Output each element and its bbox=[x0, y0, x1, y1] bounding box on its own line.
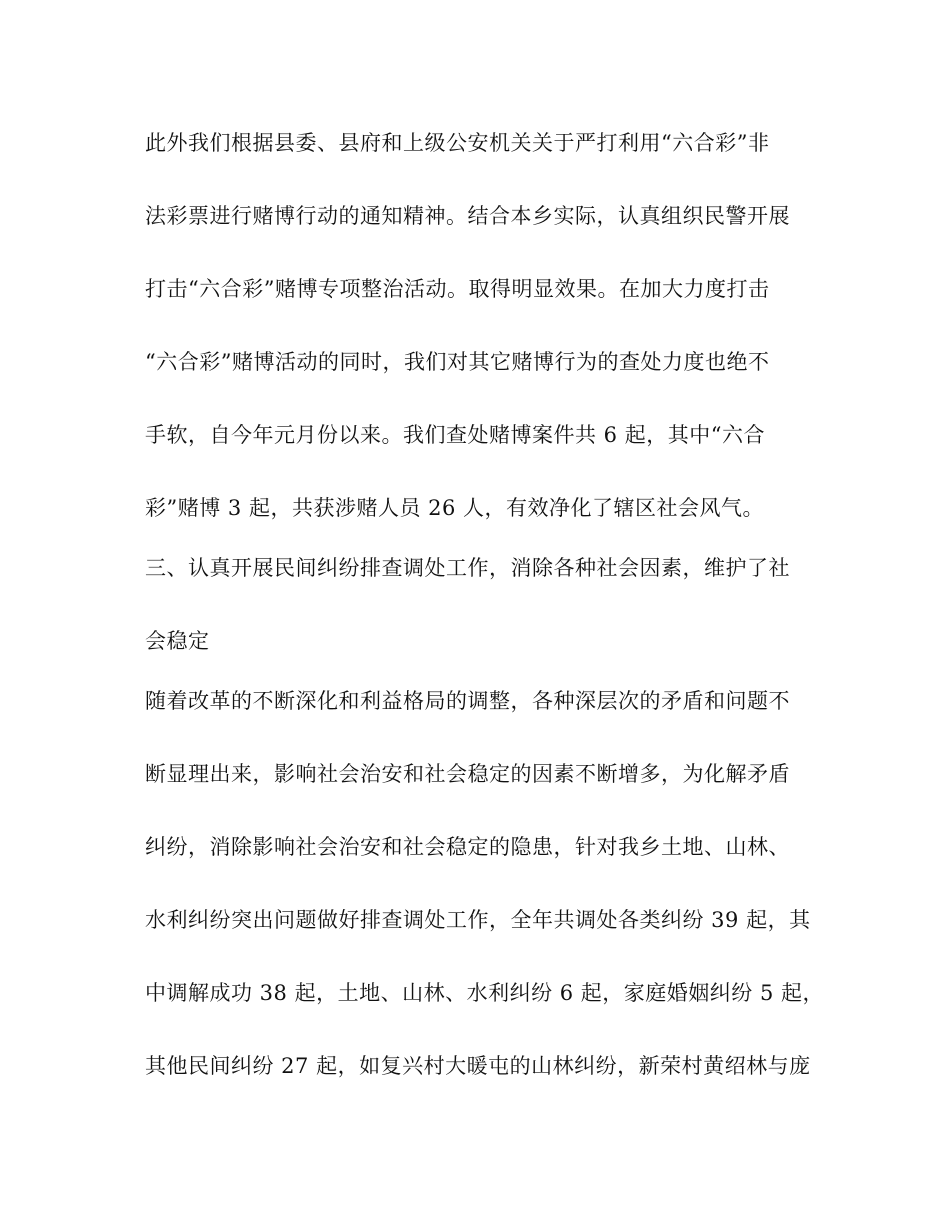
paragraph-line-7: 随着改革的不断深化和利益格局的调整，各种深层次的矛盾和问题不 bbox=[145, 689, 790, 713]
paragraph-line-8: 断显理出来，影响社会治安和社会稳定的因素不断增多，为化解矛盾 bbox=[145, 762, 790, 786]
paragraph-line-3: 打击“六合彩”赌博专项整治活动。取得明显效果。在加大力度打击 bbox=[145, 277, 770, 301]
paragraph-line-1: 此外我们根据县委、县府和上级公安机关关于严打利用“六合彩”非 bbox=[145, 131, 770, 155]
paragraph-line-9: 纠纷，消除影响社会治安和社会稳定的隐患，针对我乡土地、山林、 bbox=[145, 835, 790, 859]
paragraph-line-2: 法彩票进行赌博行动的通知精神。结合本乡实际，认真组织民警开展 bbox=[145, 204, 790, 228]
section-heading-line-1: 三、认真开展民间纠纷排查调处工作，消除各种社会因素，维护了社 bbox=[145, 556, 790, 580]
paragraph-line-5: 手软，自今年元月份以来。我们查处赌博案件共 6 起，其中“六合 bbox=[145, 423, 765, 447]
paragraph-line-11: 中调解成功 38 起，土地、山林、水利纠纷 6 起，家庭婚姻纠纷 5 起， bbox=[145, 981, 824, 1005]
paragraph-line-4: “六合彩”赌博活动的同时，我们对其它赌博行为的查处力度也绝不 bbox=[145, 350, 770, 374]
paragraph-line-12: 其他民间纠纷 27 起，如复兴村大暖屯的山林纠纷，新荣村黄绍林与庞 bbox=[145, 1054, 811, 1078]
paragraph-line-6: 彩”赌博 3 起，共获涉赌人员 26 人，有效净化了辖区社会风气。 bbox=[145, 496, 765, 520]
section-heading-line-2: 会稳定 bbox=[145, 629, 210, 653]
paragraph-line-10: 水利纠纷突出问题做好排查调处工作，全年共调处各类纠纷 39 起，其 bbox=[145, 908, 811, 932]
